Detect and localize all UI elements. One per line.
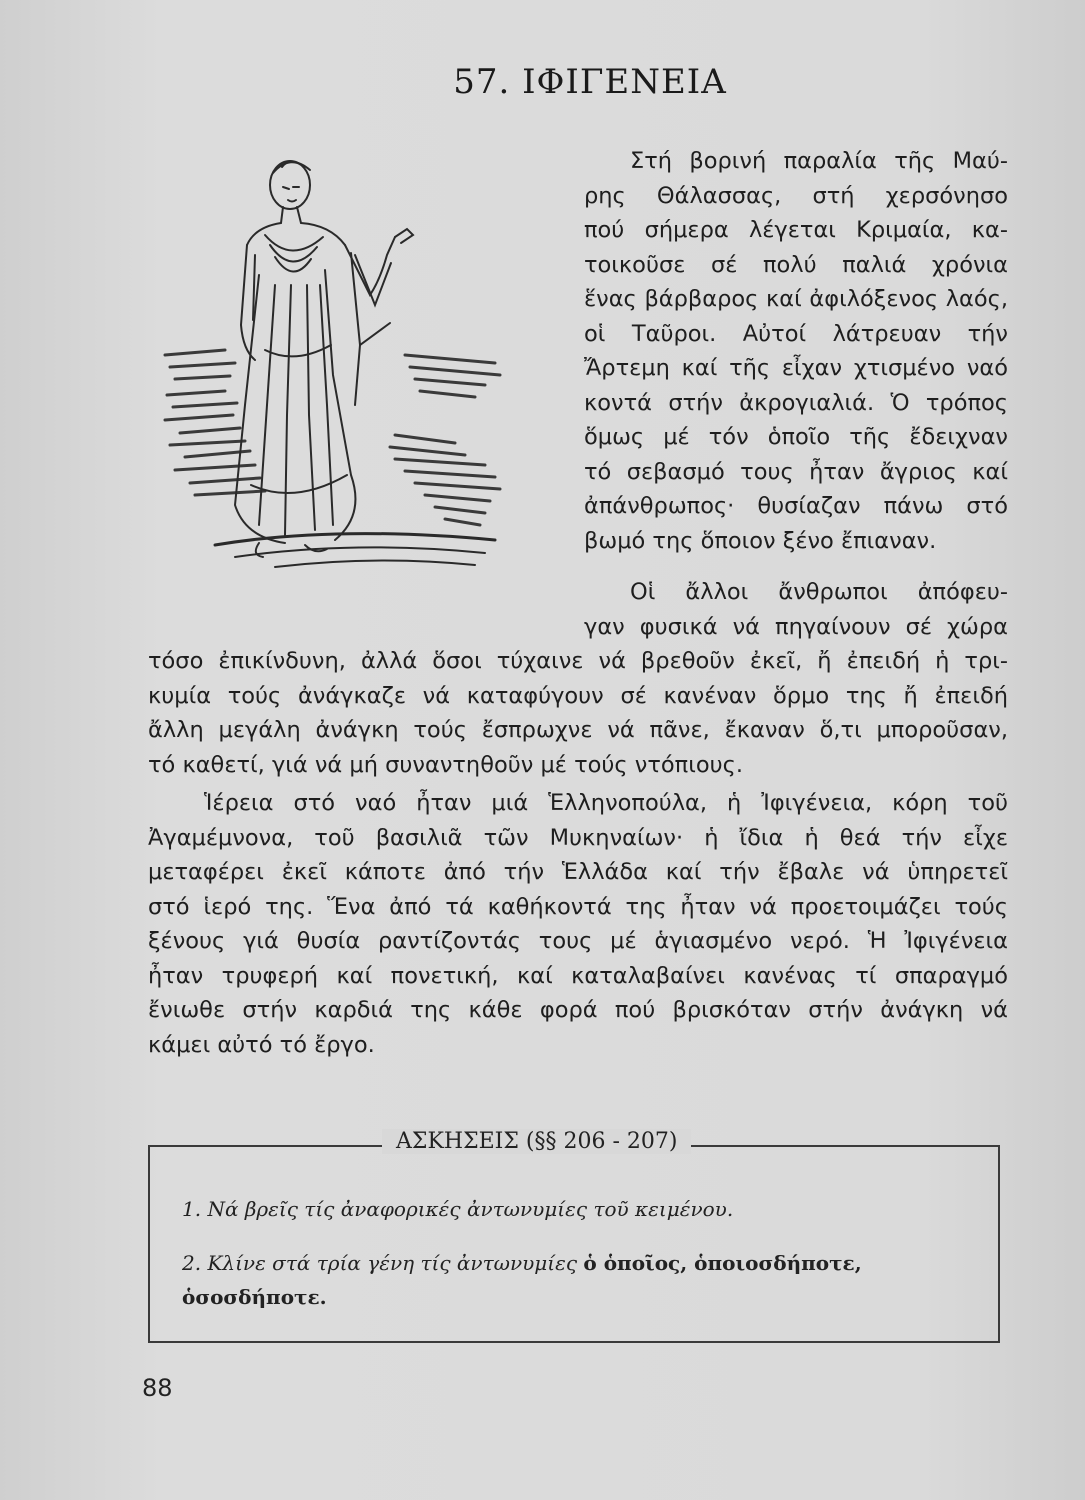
text-line: τό καθετί, γιά νά μή συναντηθοῦν μέ τούς ντόπιους. <box>148 751 743 778</box>
text-line: Οἱ ἄλλοι ἄνθρωποι ἀπόφευ- <box>630 579 1008 605</box>
text-line: Ἱέρεια στό ναό ἦταν μιά Ἑλληνοπούλα, ἡ Ἰφιγένεια, κόρη τοῦ <box>204 790 1008 816</box>
paragraph-1 <box>584 144 1008 558</box>
text-line: τόσο ἐπικίνδυνη, ἀλλά ὅσοι τύχαινε νά βρεθοῦν ἐκεῖ, ἤ ἐπειδή ἡ τρι- <box>148 648 1008 674</box>
exercise-item-2-continued <box>182 1285 327 1309</box>
exercise-number: 2. <box>182 1251 202 1275</box>
text-line: Στή βορινή παραλία τῆς Μαύ- <box>630 148 1008 174</box>
text-line: στό ἱερό της. Ἕνα ἀπό τά καθήκοντά της ἦταν νά προετοιμάζει τούς <box>148 893 1008 920</box>
chapter-title: 57. ΙΦΙΓΕΝΕΙΑ <box>453 62 727 102</box>
text-line: κοντά στήν ἀκρογιαλιά. Ὁ τρόπος <box>584 389 1008 416</box>
exercises-title: ΑΣΚΗΣΕΙΣ (§§ 206 - 207) <box>382 1129 691 1154</box>
exercises-box <box>148 1129 1000 1343</box>
exercise-text: Νά βρεῖς τίς ἀναφορικές ἀντωνυμίες τοῦ κειμένου. <box>207 1197 734 1221</box>
paragraph-3 <box>148 786 1008 1062</box>
exercise-bold-terms: ὁσοσδήποτε. <box>182 1285 327 1309</box>
text-line: ὅμως μέ τόν ὁποῖο τῆς ἔδειχναν <box>584 424 1008 450</box>
exercise-item-2 <box>182 1251 862 1275</box>
text-line: ἔνιωθε στήν καρδιά της κάθε φορά πού βρισκόταν στήν ἀνάγκη νά <box>148 997 1008 1023</box>
text-line: πού σήμερα λέγεται Κριμαία, κα- <box>584 217 1008 243</box>
iphigenia-illustration <box>155 145 595 585</box>
text-line: ξένους γιά θυσία ραντίζοντάς τους μέ ἁγιασμένο νερό. Ἡ Ἰφιγένεια <box>148 928 1008 954</box>
text-line: γαν φυσικά νά πηγαίνουν σέ χώρα <box>584 613 1008 640</box>
text-line: τοικοῦσε σέ πολύ παλιά χρόνια <box>584 251 1008 278</box>
page-number: 88 <box>142 1374 173 1402</box>
text-line: οἱ Ταῦροι. Αὐτοί λάτρευαν τήν <box>584 320 1008 347</box>
text-line: βωμό της ὅποιον ξένο ἔπιαναν. <box>584 527 937 554</box>
paragraph-2-start <box>584 575 1008 644</box>
text-line: τό σεβασμό τους ἦταν ἄγριος καί <box>584 458 1008 485</box>
text-line: ἕνας βάρβαρος καί ἀφιλόξενος λαός, <box>584 286 1008 312</box>
exercise-number: 1. <box>182 1197 202 1221</box>
exercise-item-1 <box>182 1197 733 1221</box>
text-line: Ἄρτεμη καί τῆς εἶχαν χτισμένο ναό <box>584 355 1008 381</box>
text-line: μεταφέρει ἐκεῖ κάποτε ἀπό τήν Ἑλλάδα καί τήν ἔβαλε νά ὑπηρετεῖ <box>148 859 1008 885</box>
exercise-text: Κλίνε στά τρία γένη τίς ἀντωνυμίες <box>207 1251 578 1275</box>
text-line: ἄλλη μεγάλη ἀνάγκη τούς ἔσπρωχνε νά πᾶνε, ἔκαναν ὅ,τι μποροῦσαν, <box>148 717 1008 743</box>
text-line: ρης Θάλασσας, στή χερσόνησο <box>584 182 1008 209</box>
text-line: κυμία τούς ἀνάγκαζε νά καταφύγουν σέ κανέναν ὅρμο της ἤ ἐπειδή <box>148 682 1008 709</box>
text-line: ἀπάνθρωπος· θυσίαζαν πάνω στό <box>584 493 1008 519</box>
text-line: κάμει αὐτό τό ἔργο. <box>148 1031 375 1058</box>
exercise-bold-terms: ὁ ὁποῖος, ὁποιοσδήποτε, <box>583 1251 862 1275</box>
text-line: Ἀγαμέμνονα, τοῦ βασιλιᾶ τῶν Μυκηναίων· ἡ ἴδια ἡ θεά τήν εἶχε <box>148 824 1008 851</box>
paragraph-2-continued <box>148 644 1008 782</box>
text-line: ἦταν τρυφερή καί πονετική, καί καταλαβαίνει κανένας τί σπαραγμό <box>148 962 1008 989</box>
